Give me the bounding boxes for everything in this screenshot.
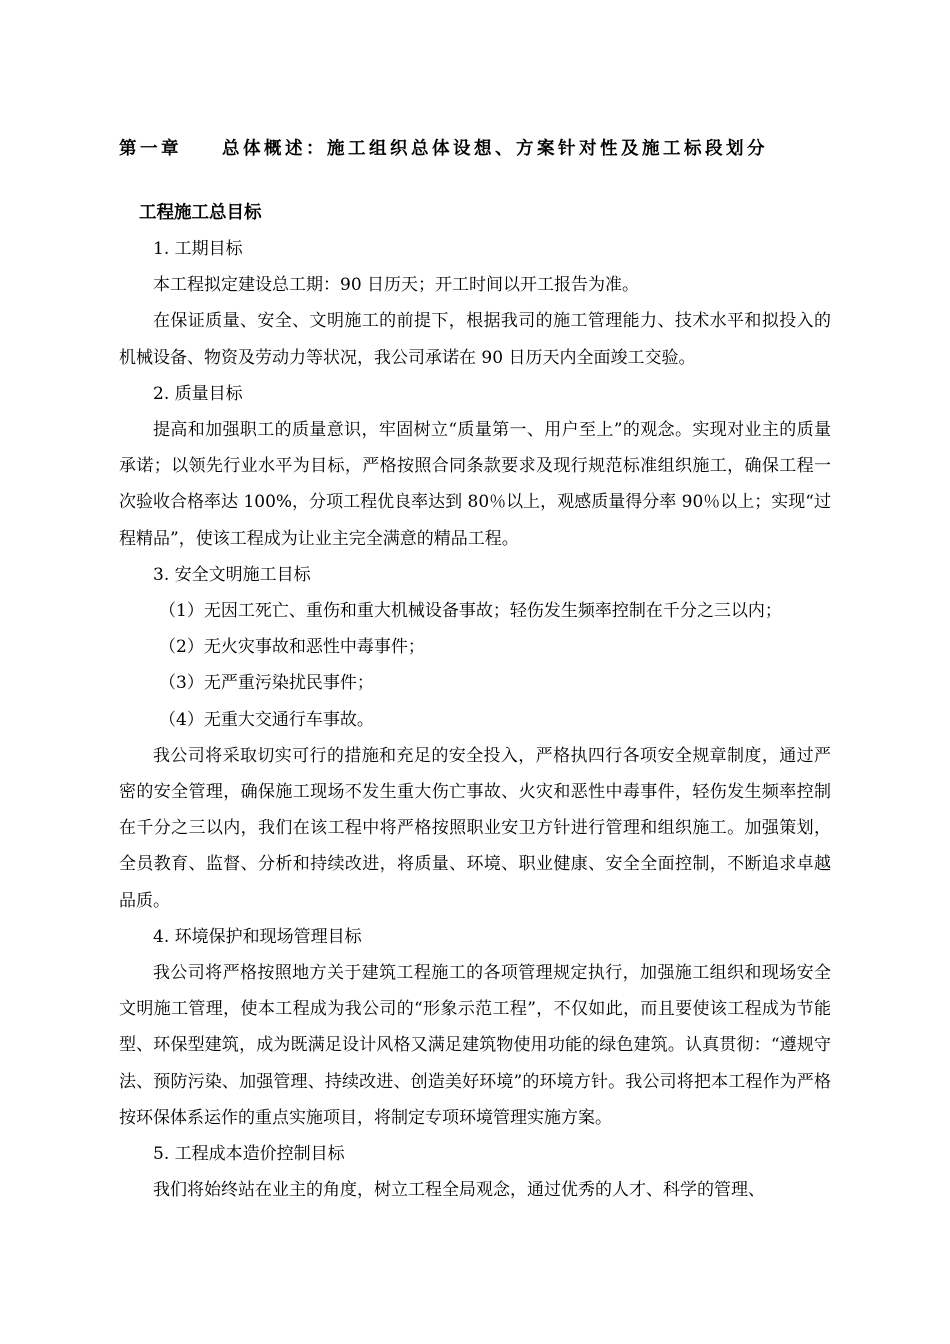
subheading-safety: 3. 安全文明施工目标 [153, 564, 311, 585]
chapter-heading [119, 135, 839, 160]
chapter-number: 第一章 [119, 139, 182, 159]
subheading-cost: 5. 工程成本造价控制目标 [153, 1144, 345, 1165]
list-item: （2）无火灾事故和恶性中毒事件； [159, 637, 425, 658]
paragraph: 我们将始终站在业主的角度，树立工程全局观念，通过优秀的人才、科学的管理、 [153, 1180, 765, 1201]
list-item: （4）无重大交通行车事故。 [159, 709, 374, 730]
paragraph: 提高和加强职工的质量意识，牢固树立“质量第一、用户至上”的观念。实现对业主的质量承诺；以领先行业水平为目标，严格按照合同条款要求及现行规范标准组织施工，确保工程一次验收合格率达 100%，分项工程优良率达到 80％以上，观感质量得分率 90％以上；实现“过程精品”，使该工程成为让业主完全满意的精品工程。 [119, 420, 831, 549]
list-item: （1）无因工死亡、重伤和重大机械设备事故；轻伤发生频率控制在千分之三以内； [159, 601, 782, 622]
paragraph: 本工程拟定建设总工期：90 日历天；开工时间以开工报告为准。 [153, 275, 640, 296]
section-title: 工程施工总目标 [139, 203, 262, 223]
subheading-quality: 2. 质量目标 [153, 383, 243, 404]
subheading-environment: 4. 环境保护和现场管理目标 [153, 926, 362, 947]
paragraph: 在保证质量、安全、文明施工的前提下，根据我司的施工管理能力、技术水平和拟投入的机械设备、物资及劳动力等状况，我公司承诺在 90 日历天内全面竣工交验。 [119, 311, 831, 368]
chapter-title: 总体概述：施工组织总体设想、方案针对性及施工标段划分 [222, 139, 768, 159]
paragraph: 我公司将采取切实可行的措施和充足的安全投入，严格执四行各项安全规章制度，通过严密的安全管理，确保施工现场不发生重大伤亡事故、火灾和恶性中毒事件，轻伤发生频率控制在千分之三以内，我们在该工程中将严格按照职业安卫方针进行管理和组织施工。加强策划，全员教育、监督、分析和持续改进，将质量、环境、职业健康、安全全面控制，不断追求卓越品质。 [119, 745, 831, 911]
subheading-schedule: 1. 工期目标 [153, 239, 243, 259]
paragraph: 我公司将严格按照地方关于建筑工程施工的各项管理规定执行，加强施工组织和现场安全文明施工管理，使本工程成为我公司的“形象示范工程”，不仅如此，而且要使该工程成为节能型、环保型建筑，成为既满足设计风格又满足建筑物使用功能的绿色建筑。认真贯彻：“遵规守法、预防污染、加强管理、持续改进、创造美好环境”的环境方针。我公司将把本工程作为严格按环保体系运作的重点实施项目，将制定专项环境管理实施方案。 [119, 963, 831, 1128]
document-body [119, 231, 831, 1208]
list-item: （3）无严重污染扰民事件； [159, 673, 374, 694]
